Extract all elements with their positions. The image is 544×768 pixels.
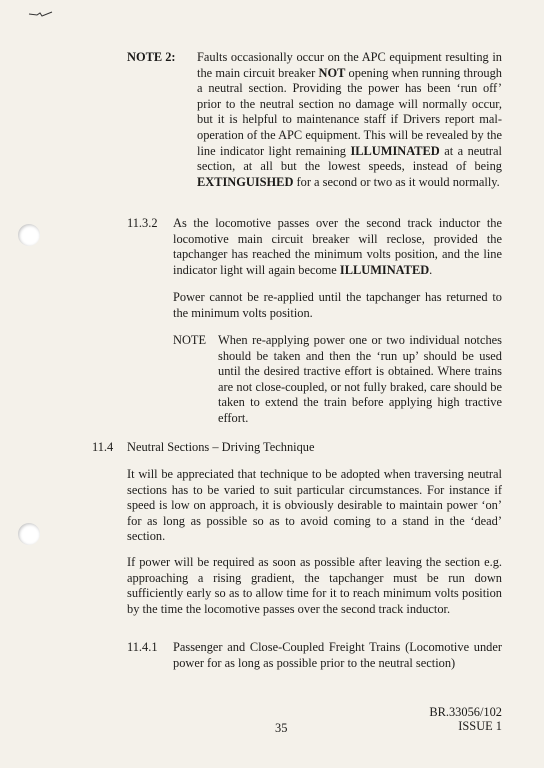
section-11-3-2-para1: As the locomotive passes over the second track inductor the locomotive main circuit breaker will reclose, provided the tapchanger has reached the minimum volts position, and the line indicator light will again become ILLUMINATED. — [173, 216, 502, 277]
section-11-3-2-para2: Power cannot be re-applied until the tapchanger has returned to the minimum volts position. — [173, 290, 502, 320]
pen-mark-icon — [28, 10, 54, 18]
section-11-4-para1: It will be appreciated that technique to be adopted when traversing neutral sections has to be varied to suit particular circumstances. For instance if speed is low on approach, it is obviously desirable to maintain power ‘on’ for as long as possible so as to avoid coming to a stand in the ‘dead’ section. — [127, 467, 502, 544]
section-11-3-2-number: 11.3.2 — [127, 216, 158, 230]
section-11-3-2-note-label: NOTE — [173, 333, 207, 347]
note2-text: Faults occasionally occur on the APC equipment resulting in the main circuit breaker NOT opening when running through a neutral section. Providing the power has been ‘run off’ prior to the neutral section no damage will normally occur, but it is helpful to maintenance staff if Drivers report mal-operation of the APC equipment. This will be revealed by the line indicator light remaining ILLUMINATED at a neutral section, at all but the lowest speeds, instead of being EXTINGUISHED for a second or two as it would normally. — [197, 50, 502, 189]
section-11-4-1-number: 11.4.1 — [127, 640, 158, 654]
document-reference: BR.33056/102 — [429, 705, 502, 719]
note2-label: NOTE 2: — [127, 50, 176, 64]
punch-hole-top — [18, 224, 40, 246]
section-11-3-2-note-text: When re-applying power one or two individual notches should be taken and then the ‘run up’ should be used until the desired tractive effort is obtained. Where trains are not close-coupled, or not fully braked, care should be taken to extend the train before applying high tractive effort. — [218, 333, 502, 425]
section-11-4-number: 11.4 — [92, 440, 114, 454]
punch-hole-bottom — [18, 523, 40, 545]
page-number: 35 — [275, 721, 288, 735]
section-11-4-para2: If power will be required as soon as possible after leaving the section e.g. approaching a rising gradient, the tapchanger must be run down sufficiently early so as to allow time for it to reach minimum volts position by the time the locomotive passes over the second track inductor. — [127, 555, 502, 616]
section-11-4-1-title: Passenger and Close-Coupled Freight Trains (Locomotive under power for as long as possible prior to the neutral section) — [173, 640, 502, 670]
issue-label: ISSUE 1 — [458, 719, 502, 733]
section-11-4-title: Neutral Sections – Driving Technique — [127, 440, 315, 454]
